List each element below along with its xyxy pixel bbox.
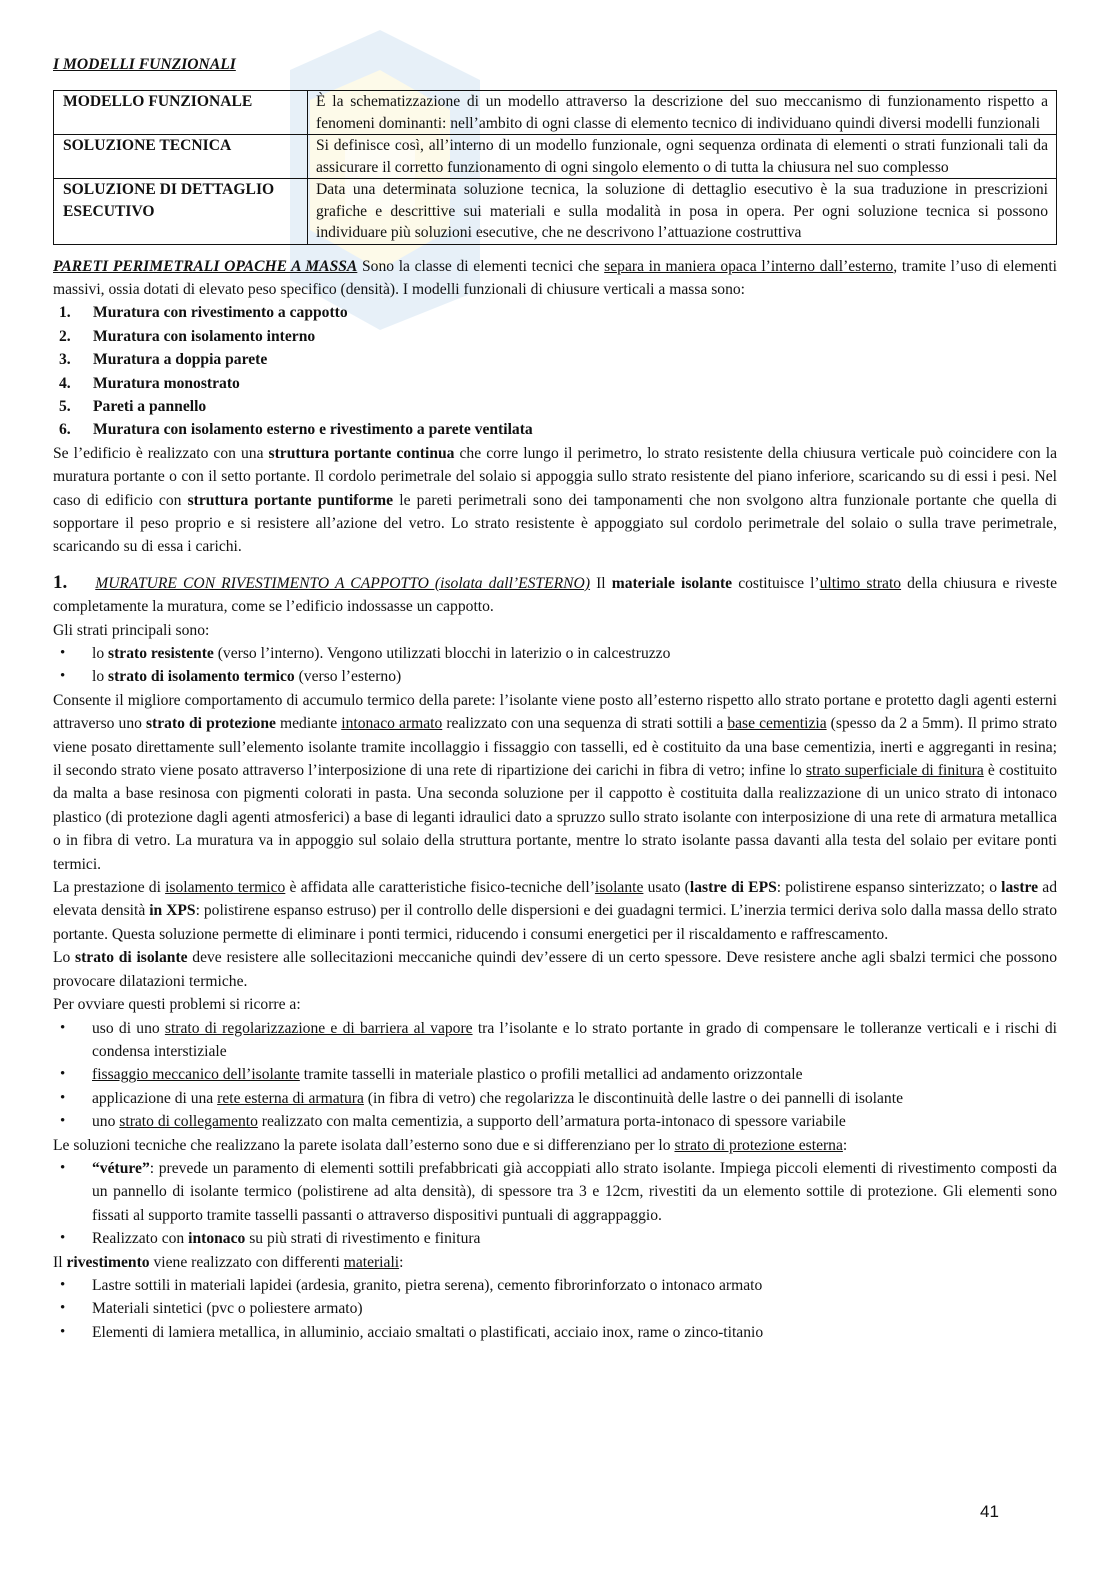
text-span: è costituito da malta a base resinosa con pigmenti colorati in pasta. Una seconda soluzione per il cappotto è costituita dalla realizzazione di un unico strato di intonaco plastico (di protezione dagli agenti atmosferici) a base di leganti idraulici dato a spruzzo sullo strato isolante con interposizione di una rete di armatura metallica o in fibra di vetro. La muratura va in appoggio sul solaio della struttura portante, mentre lo strato isolante passa davanti alla testa del solaio per evitare ponti termici.	[53, 762, 1057, 873]
list-item	[53, 418, 1057, 441]
list-number: 1.	[59, 304, 71, 322]
underlined-text: materiali	[343, 1253, 400, 1271]
table-definition: Si definisce così, all’interno di un modello funzionale, ogni sequenza ordinata di elementi o strati funzionali tali da assicurare il corretto funzionamento di ogni singolo elemento o di tutta la chiusura nel suo complesso	[308, 135, 1057, 179]
underlined-text: fissaggio meccanico dell’isolante	[92, 1066, 300, 1084]
table-row	[54, 91, 1057, 135]
list-item: • Lastre sottili in materiali lapidei (ardesia, granito, pietra serena), cemento fibrorinforzato o intonaco armato	[53, 1274, 1057, 1297]
list-item	[53, 348, 1057, 371]
text-span: viene realizzato con differenti	[149, 1253, 344, 1271]
underlined-text: isolamento termico	[165, 879, 286, 897]
bold-text: materiale isolante	[611, 574, 733, 592]
underlined-text: strato di protezione esterna	[674, 1136, 843, 1154]
text-span: della chiusura e riveste completamente la muratura, come se l’edificio indossasse un cappotto.	[53, 574, 1058, 616]
underlined-text: rete esterna di armatura	[217, 1089, 364, 1107]
text-span: Il	[590, 574, 612, 592]
text-span: Lo	[53, 949, 76, 967]
rivestimento-paragraph	[53, 1251, 1057, 1274]
section-1-paragraph	[53, 571, 1057, 619]
underlined-text: base cementizia	[727, 715, 827, 733]
list-item	[53, 1110, 1057, 1133]
bold-text: strato di protezione	[145, 715, 276, 733]
text-span: (verso l’interno). Vengono utilizzati blocchi in laterizio o in calcestruzzo	[213, 645, 671, 662]
list-item: • Elementi di lamiera metallica, in alluminio, acciaio smaltati o plastificati, acciaio inox, rame o zinco-titanio	[53, 1321, 1057, 1344]
text-span: che corre lungo il perimetro, lo strato resistente della chiusura verticale può coincidere con la muratura portante o con il setto portante. Il cordolo perimetrale del solaio si appoggia sullo strato resistente del piano inferiore, scaricando su di essi i pesi. Nel caso di edificio con	[53, 444, 1057, 509]
text-span: mediante	[275, 715, 342, 733]
text-span: Se l’edificio è realizzato con una	[53, 444, 269, 462]
text-span: le pareti perimetrali sono dei tamponamenti che non svolgono altra funzionale portante che quella di sopportare il peso proprio e si resistere all’azione del vetro. Lo strato resistente è appoggiato sul cordolo perimetrale del solaio o sulla trave perimetrale, scaricando su di essa i carichi.	[53, 491, 1057, 556]
underlined-text: isolante	[594, 879, 644, 897]
underlined-text: separa in maniera opaca l’interno dall’esterno	[604, 257, 894, 275]
bold-text: “véture”	[92, 1159, 150, 1177]
list-label: Muratura con rivestimento a cappotto	[93, 304, 348, 322]
underlined-text: strato di collegamento	[119, 1113, 258, 1131]
list-label: Muratura con isolamento esterno e rivestimento a parete ventilata	[93, 421, 533, 439]
struttura-paragraph	[53, 442, 1057, 559]
list-number: 5.	[59, 397, 71, 415]
text-span: costituisce l’	[732, 574, 820, 592]
list-item	[53, 325, 1057, 348]
table-row	[54, 179, 1057, 245]
list-item	[53, 665, 1057, 688]
ovviare-intro: Per ovviare questi problemi si ricorre a:	[53, 996, 301, 1014]
text-span: Sono la classe di elementi tecnici che	[357, 257, 605, 275]
text-span: su più strati di rivestimento e finitura	[245, 1230, 481, 1248]
soluzioni-list	[53, 1157, 1057, 1251]
list-item	[53, 1017, 1057, 1064]
text-span: tramite tasselli in materiale plastico o profili metallici ad andamento orizzontale	[299, 1066, 803, 1084]
text-span: deve resistere alle sollecitazioni meccaniche quindi dev’essere di un certo spessore. Deve resistere anche agli sbalzi termici che possono provocare dilatazioni termiche.	[53, 949, 1057, 990]
bold-text: strato di isolamento termico	[108, 668, 295, 686]
strati-list	[53, 642, 1057, 689]
text-span: usato (	[643, 879, 690, 897]
text-span: lo	[92, 668, 109, 686]
list-item	[53, 372, 1057, 395]
pareti-paragraph	[53, 255, 1057, 302]
underlined-text: strato superficiale di finitura	[805, 762, 984, 780]
models-list	[53, 301, 1057, 441]
text-span: (in fibra di vetro) che regolarizza le discontinuità delle lastre o dei pannelli di isolante	[363, 1089, 903, 1107]
soluzioni-paragraph	[53, 1134, 1057, 1157]
list-item	[53, 301, 1057, 324]
definitions-table	[53, 90, 1057, 245]
underlined-text: strato di regolarizzazione e di barriera al vapore	[164, 1019, 473, 1037]
bold-text: struttura portante puntiforme	[187, 491, 394, 509]
text-span: (verso l’esterno)	[294, 668, 402, 686]
accumulo-paragraph	[53, 689, 1057, 876]
text-span: applicazione di una	[92, 1089, 218, 1107]
list-item: • Materiali sintetici (pvc o poliestere armato)	[53, 1297, 1057, 1320]
text-span: uno	[92, 1113, 120, 1131]
table-term: SOLUZIONE TECNICA	[54, 135, 308, 179]
materiali-list	[53, 1274, 1057, 1344]
prestazione-paragraph	[53, 876, 1057, 946]
bold-text: strato resistente	[108, 645, 214, 662]
bold-text: lastre	[1001, 879, 1039, 897]
text-span: : polistirene espanso estruso) per il controllo delle dispersioni e dei guadagni termici. L’inerzia termici deriva solo dalla massa dello strato portante. Questa soluzione permette di eliminare i ponti termici, riducendo i consumi energetici per il riscaldamento e raffrescamento.	[53, 902, 1057, 943]
underlined-text: ultimo strato	[819, 574, 902, 592]
list-item	[53, 1063, 1057, 1086]
bold-text: struttura portante continua	[268, 444, 455, 462]
list-item	[53, 395, 1057, 418]
section-heading: MURATURE CON RIVESTIMENTO A CAPPOTTO (isolata dall’ESTERNO)	[95, 574, 591, 592]
list-number: 6.	[59, 421, 71, 439]
table-definition: Data una determinata soluzione tecnica, la soluzione di dettaglio esecutivo è la sua traduzione in prescrizioni grafiche e descrittive sui materiali e sulla modalità in posa in opera. Per ogni soluzione tecnica si possono individuare più soluzioni esecutive, che ne descrivono l’attuazione costruttiva	[308, 179, 1057, 245]
text-span: uso di uno	[92, 1019, 165, 1037]
table-term: SOLUZIONE DI DETTAGLIO ESECUTIVO	[54, 179, 308, 245]
bold-text: strato di isolante	[75, 949, 188, 967]
isolante-paragraph	[53, 946, 1057, 993]
text-span: :	[399, 1253, 404, 1271]
text-span: realizzato con una sequenza di strati sottili a	[442, 715, 728, 733]
ovviare-list	[53, 1017, 1057, 1134]
bold-text: rivestimento	[66, 1253, 150, 1271]
list-label: Muratura monostrato	[93, 374, 240, 392]
text-span: Consente il migliore comportamento di accumulo termico della parete: l’isolante viene posto all’esterno rispetto allo strato portane e protetto dagli agenti esterni attraverso uno	[53, 691, 1057, 733]
list-number: 4.	[59, 374, 71, 392]
list-number: 3.	[59, 351, 71, 369]
text-span: è affidata alle caratteristiche fisico-tecniche dell’	[285, 879, 595, 897]
text-span: Le soluzioni tecniche che realizzano la parete isolata dall’esterno sono due e si differenziano per lo	[53, 1136, 675, 1154]
list-item	[53, 1157, 1057, 1227]
table-definition: È la schematizzazione di un modello attraverso la descrizione del suo meccanismo di funzionamento rispetto a fenomeni dominanti: nell’ambito di ogni classe di elemento tecnico di individuano quindi diversi modelli funzionali	[308, 91, 1057, 135]
list-label: Muratura a doppia parete	[93, 351, 268, 369]
table-row	[54, 135, 1057, 179]
strati-intro: Gli strati principali sono:	[53, 621, 210, 639]
text-span: : prevede un paramento di elementi sottili prefabbricati già accoppiati allo strato isolante. Impiega piccoli elementi di rivestimento composti da un pannello di isolante termico (polistirene ad alta densità), di spessore tra 3 e 12cm, rivestiti da un elemento sottile di protezione. Gli elementi sono fissati al supporto tramite tasselli passanti o attraverso dispositivi puntuali di aggrappaggio.	[92, 1159, 1057, 1224]
table-term: MODELLO FUNZIONALE	[54, 91, 308, 135]
page-number: 41	[980, 1502, 999, 1521]
list-number: 2.	[59, 327, 71, 345]
text-span: : polistirene espanso sinterizzato; o	[776, 879, 1002, 897]
text-span: , tramite l’uso di elementi massivi, ossia dotati di elevato peso specifico (densità). I modelli funzionali di chiusure verticali a massa sono:	[53, 257, 1057, 298]
text-span: tra l’isolante e lo strato portante in grado di compensare le tolleranze verticali e i rischi di condensa interstiziale	[92, 1019, 1057, 1060]
pareti-heading: PARETI PERIMETRALI OPACHE A MASSA	[53, 257, 358, 275]
text-span: Il	[53, 1253, 67, 1271]
underlined-text: intonaco armato	[341, 715, 443, 733]
bold-text: intonaco	[188, 1230, 246, 1248]
text-span: La prestazione di	[53, 879, 166, 897]
text-span: :	[842, 1136, 848, 1154]
content	[53, 52, 1057, 1344]
text-span: ad elevata densità	[53, 879, 1057, 920]
bold-text: in XPS	[149, 902, 196, 920]
text-span: Realizzato con	[92, 1230, 189, 1248]
page-title: I MODELLI FUNZIONALI	[53, 56, 236, 73]
list-label: Pareti a pannello	[93, 397, 207, 415]
section-number: 1.	[53, 571, 68, 593]
bold-text: lastre di EPS	[689, 879, 777, 897]
list-label: Muratura con isolamento interno	[93, 327, 316, 345]
list-item	[53, 642, 1057, 665]
text-span: (spesso da 2 a 5mm). Il primo strato viene posato direttamente sull’elemento isolante tramite incollaggio i fissaggio con tasselli, ed è costituito da una base cementizia, inerti e aggreganti in resina; il secondo strato viene posato attraverso l’interposizione di una rete di ripartizione dei carichi in fibra di vetro; infine lo	[53, 715, 1057, 780]
list-item	[53, 1087, 1057, 1110]
text-span: lo	[92, 645, 109, 662]
list-item	[53, 1227, 1057, 1250]
text-span: realizzato con malta cementizia, a supporto dell’armatura porta-intonaco di spessore variabile	[257, 1113, 846, 1131]
